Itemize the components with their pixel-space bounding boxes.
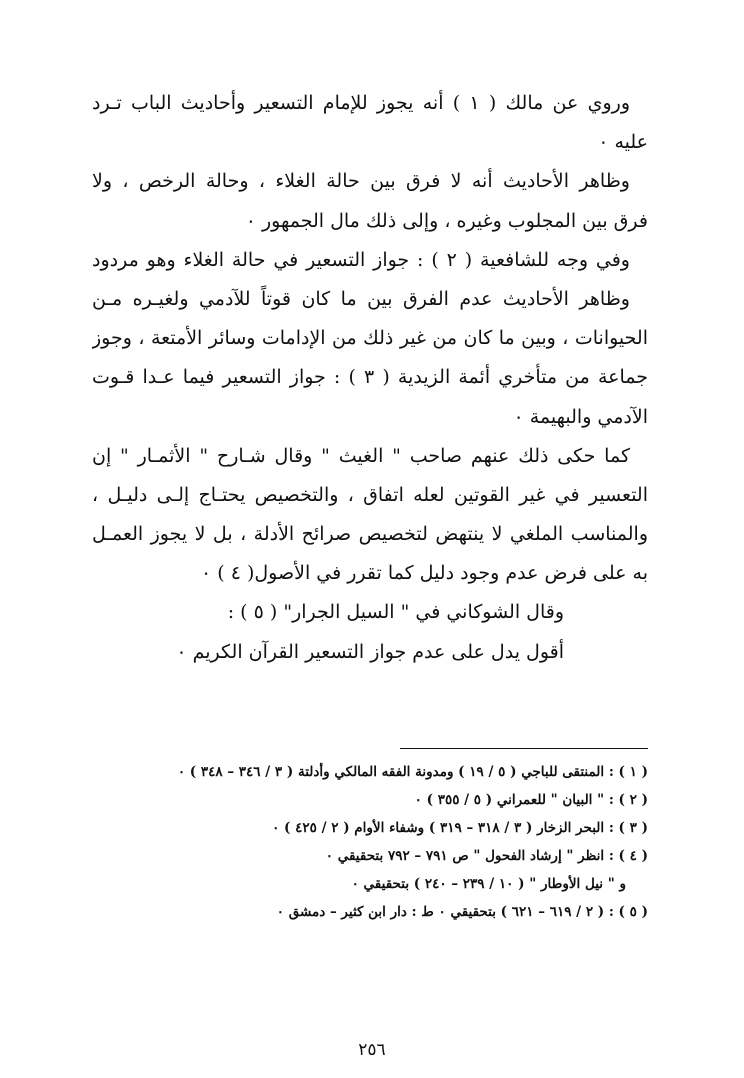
footnote-2: ( ٢ ) : " البيان " للعمراني ( ٥ / ٣٥٥ ) ٠: [414, 792, 648, 808]
footnote-4: ( ٤ ) : انظر " إرشاد الفحول " ص ٧٩١ – ٧٩٢ بتحقيقي ٠: [325, 848, 648, 864]
main-text: [92, 84, 648, 672]
page-number: ٢٥٦: [358, 1040, 386, 1060]
text-line-1: وروي عن مالك ( ١ ) أنه يجوز للإمام التسعير وأحاديث الباب تـرد: [92, 92, 630, 114]
text-line-7: الحيوانات ، وبين ما كان من غير ذلك من الإدامات وسائر الأمتعة ، وجوز: [92, 327, 648, 350]
footnote-3: ( ٣ ) : البحر الزخار ( ٣ / ٣١٨ – ٣١٩ ) وشفاء الأوام ( ٢ / ٤٢٥ ) ٠: [272, 820, 648, 836]
text-line-2: عليه ٠: [598, 131, 648, 154]
text-line-15: أقول يدل على عدم جواز التسعير القرآن الكريم ٠: [176, 640, 564, 663]
text-line-4: فرق بين المجلوب وغيره ، وإلى ذلك مال الجمهور ٠: [245, 209, 648, 232]
footnotes: [92, 758, 648, 926]
text-line-11: التعسير في غير القوتين لعله اتفاق ، والتخصيص يحتـاج إلـى دليـل ،: [92, 483, 648, 506]
text-line-3: وظاهر الأحاديث أنه لا فرق بين حالة الغلاء ، وحالة الرخص ، ولا: [92, 170, 630, 193]
footnote-separator: [400, 748, 648, 749]
footnote-1: ( ١ ) : المنتقى للباجي ( ٥ / ١٩ ) ومدونة الفقه المالكي وأدلتة ( ٣ / ٣٤٦ – ٣٤٨ ) ٠: [177, 764, 648, 780]
text-line-13: به على فرض عدم وجود دليل كما تقرر في الأصول( ٤ ) ٠: [200, 562, 648, 585]
text-line-6: وظاهر الأحاديث عدم الفرق بين ما كان قوتاً للآدمي ولغيـره مـن: [92, 287, 630, 310]
text-line-12: والمناسب الملغي لا ينتهض لتخصيص صرائح الأدلة ، بل لا يجوز العمـل: [92, 523, 648, 546]
text-line-8: جماعة من متأخري أئمة الزيدية ( ٣ ) : جواز التسعير فيما عـدا قـوت: [92, 366, 648, 389]
text-line-10: كما حكى ذلك عنهم صاحب " الغيث " وقال شـارح " الأثمـار " إن: [92, 444, 630, 467]
text-line-14: وقال الشوكاني في " السيل الجرار" ( ٥ ) :: [227, 601, 564, 624]
text-line-5: وفي وجه للشافعية ( ٢ ) : جواز التسعير في حالة الغلاء وهو مردود: [92, 248, 630, 271]
footnote-4-continued: و " نيل الأوطار " ( ١٠ / ٢٣٩ – ٢٤٠ ) بتحقيقي ٠: [351, 876, 626, 892]
text-line-9: الآدمي والبهيمة ٠: [513, 405, 648, 428]
footnote-5: ( ٥ ) : ( ٢ / ٦١٩ – ٦٢١ ) بتحقيقي ٠ ط : دار ابن كثير – دمشق ٠: [276, 904, 648, 920]
